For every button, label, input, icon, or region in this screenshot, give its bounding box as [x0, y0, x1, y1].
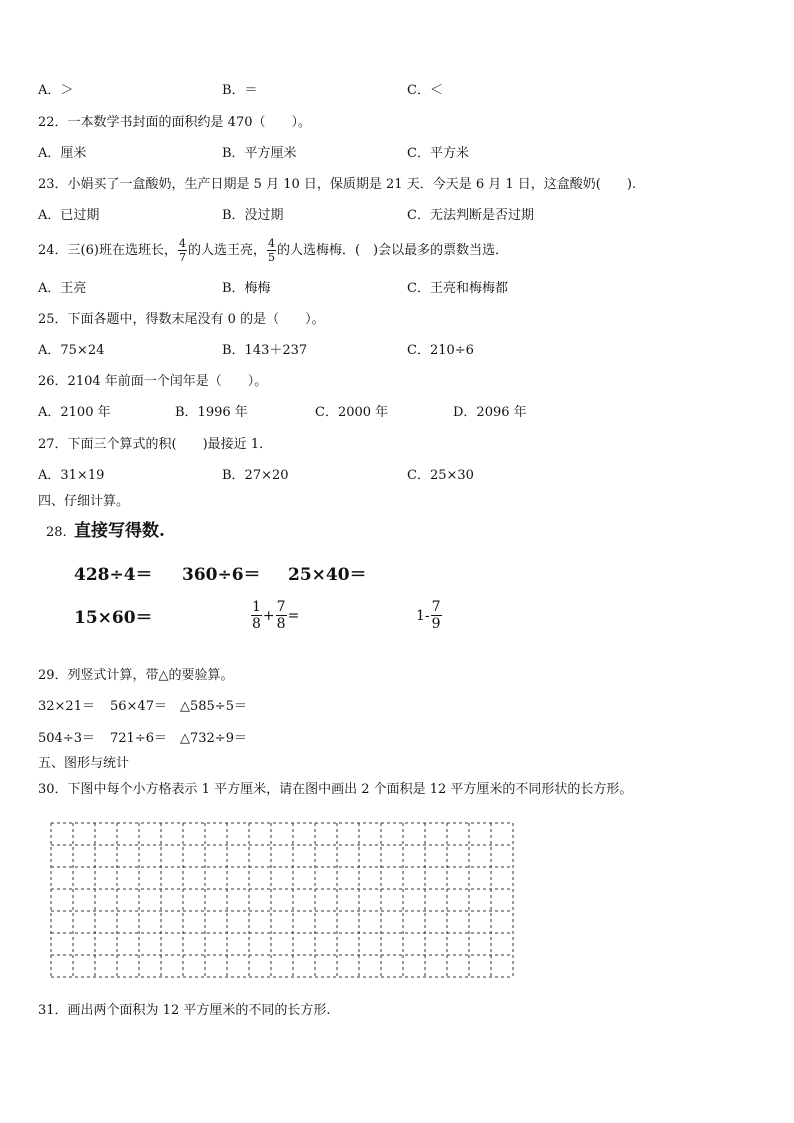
q28-expr-1: 428÷4＝ [74, 565, 153, 585]
q23-question: 23．小娟买了一盒酸奶，生产日期是 5 月 10 日，保质期是 21 天．今天是 6 月 1 日，这盒酸奶( ). [38, 177, 637, 192]
q28-frac-a [251, 600, 262, 631]
q26-question: 26．2104 年前面一个闰年是（ ）。 [38, 374, 268, 389]
q24-option-c: C．王亮和梅梅都 [407, 281, 508, 296]
q25-option-c: C．210÷6 [407, 343, 474, 358]
q24-prefix: 24．三(6)班在选班长， [38, 243, 177, 258]
q27-option-b: B．27×20 [222, 468, 289, 483]
q28-expr-6 [416, 600, 443, 631]
q29-expr-4: 504÷3＝ [38, 731, 95, 746]
q27-option-c: C．25×30 [407, 468, 474, 483]
q24-fraction-wang [178, 238, 187, 263]
q29-expr-3: △585÷5＝ [180, 699, 247, 714]
q24-mid: 的人选王亮， [187, 243, 266, 258]
q28-frac-a-denominator: 8 [252, 616, 261, 632]
q30-dashed-grid[interactable] [50, 822, 514, 978]
q29-expr-2: 56×47＝ [110, 699, 167, 714]
q28-frac-c-numerator: 7 [431, 599, 441, 615]
q24-fraction-mei [267, 238, 276, 263]
q23-option-b: B．没过期 [222, 208, 284, 223]
section-4-heading: 四、仔细计算。 [38, 494, 130, 509]
q30-question: 30．下图中每个小方格表示 1 平方厘米，请在图中画出 2 个面积是 12 平方厘米的不同形状的长方形。 [38, 782, 633, 797]
q24-question [38, 238, 508, 263]
q28-frac-c-denominator: 9 [431, 616, 441, 632]
q24-frac2-denominator: 5 [267, 251, 275, 264]
q27-question: 27．下面三个算式的积( )最接近 1． [38, 437, 273, 452]
q29-expr-6: △732÷9＝ [180, 731, 247, 746]
q28-frac-b [276, 600, 287, 631]
q28-expr-5 [250, 600, 299, 631]
q28-frac-b-denominator: 8 [276, 616, 286, 632]
q24-option-a: A．王亮 [38, 281, 87, 296]
q28-frac-c [431, 600, 442, 631]
q26-option-b: B．1996 年 [175, 405, 248, 420]
q28-expr-4: 15×60＝ [74, 608, 153, 628]
q26-option-a: A．2100 年 [38, 405, 111, 420]
q22-option-b: B．平方厘米 [222, 146, 297, 161]
q29-expr-1: 32×21＝ [38, 699, 95, 714]
q27-option-a: A．31×19 [38, 468, 105, 483]
q25-option-a: A．75×24 [38, 343, 105, 358]
q26-option-d: D．2096 年 [453, 405, 527, 420]
q28-expr-2: 360÷6＝ [182, 565, 261, 585]
q24-option-b: B．梅梅 [222, 281, 271, 296]
q31-question: 31．画出两个面积为 12 平方厘米的不同的长方形. [38, 1003, 331, 1018]
q26-option-c: C．2000 年 [315, 405, 389, 420]
q29-question: 29．列竖式计算，带△的要验算。 [38, 668, 234, 683]
q29-expr-5: 721÷6＝ [110, 731, 167, 746]
q24-suffix: 的人选梅梅．( )会以最多的票数当选． [276, 243, 509, 258]
q28-frac-b-numerator: 7 [276, 599, 286, 615]
q22-option-a: A．厘米 [38, 146, 87, 161]
q28-equals-sign: = [287, 607, 300, 624]
q22-option-c: C．平方米 [407, 146, 469, 161]
q25-option-b: B．143＋237 [222, 343, 308, 358]
q28-expr-3: 25×40＝ [288, 565, 367, 585]
q23-option-a: A．已过期 [38, 208, 100, 223]
q28-title: 直接写得数. [74, 521, 165, 541]
q22-question: 22．一本数学书封面的面积约是 470（ ）。 [38, 115, 311, 130]
q23-option-c: C．无法判断是否过期 [407, 208, 534, 223]
q24-frac2-numerator: 4 [267, 237, 275, 250]
q21-option-c: C．＜ [407, 83, 443, 98]
q25-question: 25．下面各题中，得数末尾没有 0 的是（ ）。 [38, 312, 325, 327]
q28-number: 28. [46, 525, 67, 540]
q28-plus-sign: + [262, 607, 275, 624]
q28-frac-a-numerator: 1 [252, 599, 261, 615]
q24-frac1-numerator: 4 [178, 237, 186, 250]
q24-frac1-denominator: 7 [178, 251, 186, 264]
q21-option-a: A．＞ [38, 83, 74, 98]
q28-one-minus: 1- [416, 607, 430, 624]
q21-option-b: B．＝ [222, 83, 258, 98]
section-5-heading: 五、图形与统计 [38, 756, 130, 771]
